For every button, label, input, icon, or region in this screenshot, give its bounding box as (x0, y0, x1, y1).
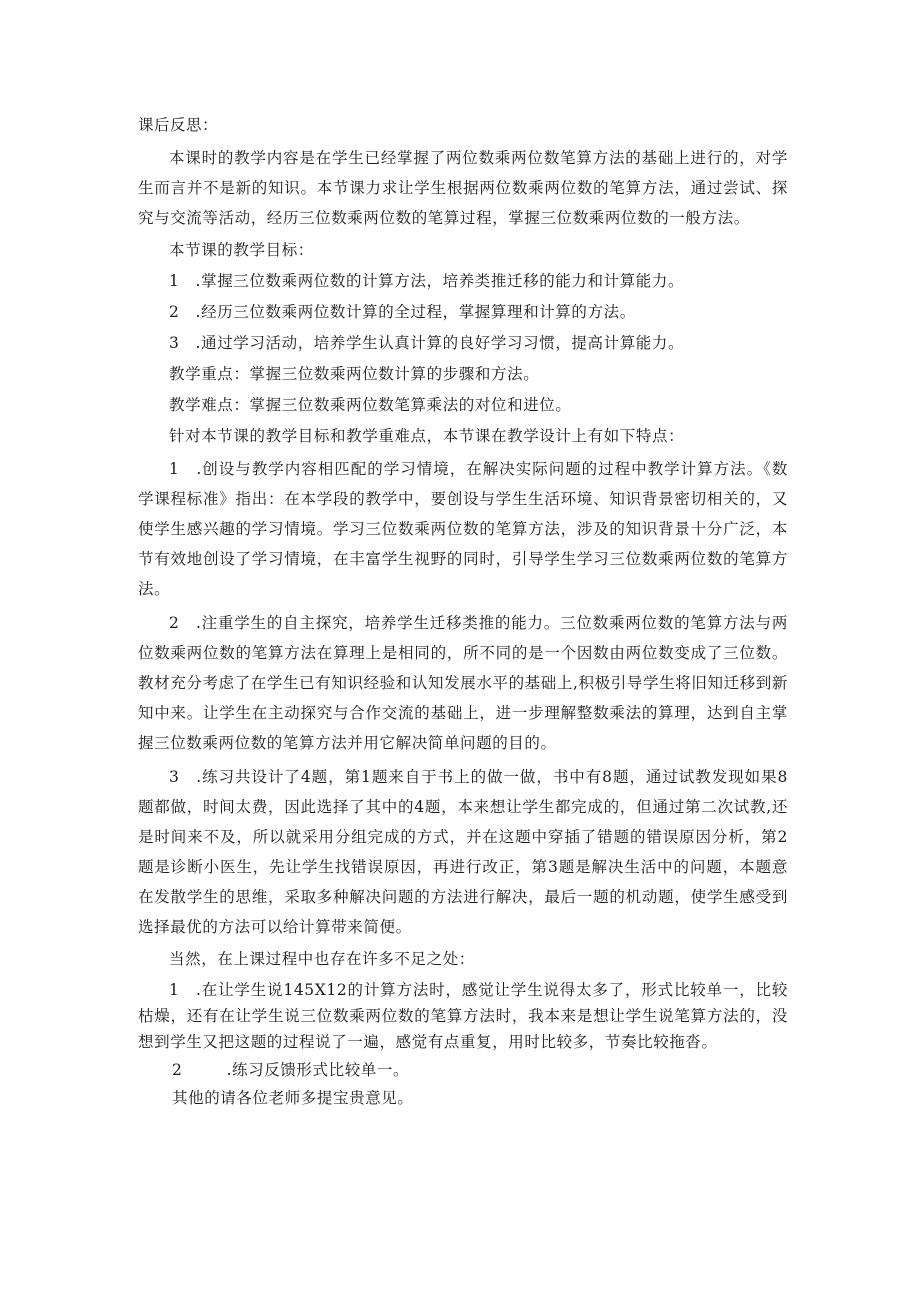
reflection-title: 课后反思： (138, 116, 219, 134)
shortcoming-item (138, 1057, 788, 1083)
key-point: 教学重点：掌握三位数乘两位数计算的步骤和方法。 (169, 365, 540, 383)
difficult-point: 教学难点：掌握三位数乘两位数笔算乘法的对位和进位。 (169, 396, 572, 414)
shortcoming-number: 2 (172, 1061, 183, 1079)
document-page (138, 112, 788, 1111)
closing-remark: 其他的请各位老师多提宝贵意见。 (172, 1089, 414, 1107)
shortcoming-text: .练习反馈形式比较单一。 (226, 1061, 410, 1079)
feature-paragraph: 3 .练习共设计了4题，第1题来自于书上的做一做，书中有8题，通过试教发现如果8题都做，时间太费，因此选择了其中的4题，本来想让学生都完成的，但通过第二次试教,还是时间来不及，所以就采用分组完成的方式，并在这题中穿插了错题的错误原因分析，第2题是诊断小医生，先让学生找错误原因，再进行改正，第3题是解决生活中的问题，本题意在发散学生的思维，采取多种解决问题的方法进行解决，最后一题的机动题，使学生感受到选择最优的方法可以给计算带来简便。 (138, 768, 788, 936)
feature-paragraph: 1 .创设与教学内容相匹配的学习情境，在解决实际问题的过程中教学计算方法。《数学课程标准》指出：在本学段的教学中，要创设与学生生活环境、知识背景密切相关的，又使学生感兴趣的学习情境。学习三位数乘两位数的笔算方法，涉及的知识背景十分广泛，本节有效地创设了学习情境，在丰富学生视野的同时，引导学生学习三位数乘两位数的笔算方法。 (138, 460, 788, 598)
shortcomings-heading: 当然，在上课过程中也存在许多不足之处： (169, 950, 475, 968)
goal-item: 3 .通过学习活动，培养学生认真计算的良好学习习惯，提高计算能力。 (169, 334, 685, 352)
intro-paragraph: 本课时的教学内容是在学生已经掌握了两位数乘两位数笔算方法的基础上进行的，对学生而言并不是新的知识。本节课力求让学生根据两位数乘两位数的笔算方法，通过尝试、探究与交流等活动，经历三位数乘两位数的笔算过程，掌握三位数乘两位数的一般方法。 (138, 149, 788, 227)
feature-paragraph: 2 .注重学生的自主探究，培养学生迁移类推的能力。三位数乘两位数的笔算方法与两位数乘两位数的笔算方法在算理上是相同的，所不同的是一个因数由两位数变成了三位数。教材充分考虑了在学生已有知识经验和认知发展水平的基础上,积极引导学生将旧知迁移到新知中来。让学生在主动探究与合作交流的基础上，进一步理解整数乘法的算理，达到自主掌握三位数乘两位数的笔算方法并用它解决简单问题的目的。 (138, 614, 788, 752)
goal-item: 1 .掌握三位数乘两位数的计算方法，培养类推迁移的能力和计算能力。 (169, 272, 685, 290)
goal-item: 2 .经历三位数乘两位数计算的全过程，掌握算理和计算的方法。 (169, 303, 636, 321)
shortcoming-item: 1 .在让学生说145X12的计算方法时，感觉让学生说得太多了，形式比较单一，比较枯燥，还有在让学生说三位数乘两位数的笔算方法时，我本来是想让学生说笔算方法的，没想到学生又把这题的过程说了一遍，感觉有点重复，用时比较多，节奏比较拖沓。 (138, 981, 788, 1051)
features-heading: 针对本节课的教学目标和教学重难点，本节课在教学设计上有如下特点： (169, 427, 685, 445)
goals-heading: 本节课的教学目标： (169, 241, 314, 259)
